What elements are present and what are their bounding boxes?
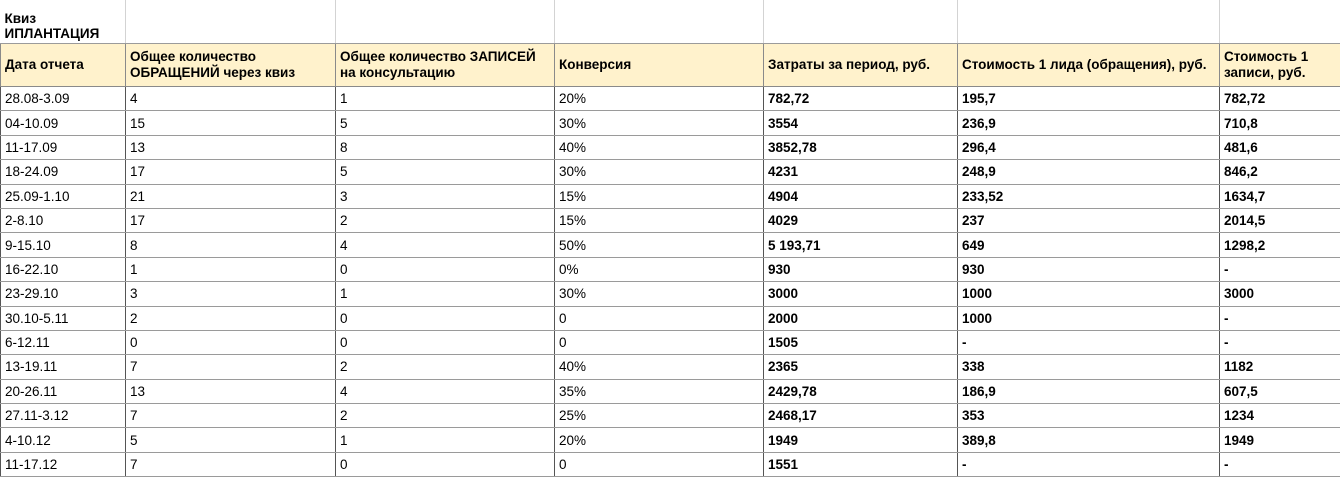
bookings-cell[interactable]: 1 <box>336 87 555 111</box>
bookings-cell[interactable]: 4 <box>336 233 555 257</box>
date-cell[interactable]: 28.08-3.09 <box>1 87 126 111</box>
table-row <box>1 208 1340 232</box>
bookings-cell[interactable]: 1 <box>336 428 555 452</box>
leads-cell[interactable]: 4 <box>126 87 336 111</box>
cost-per-lead-cell[interactable]: 195,7 <box>958 87 1220 111</box>
table-row <box>1 135 1340 159</box>
date-cell[interactable]: 11-17.12 <box>1 452 126 476</box>
cost-per-lead-cell[interactable]: 233,52 <box>958 184 1220 208</box>
table-row <box>1 355 1340 379</box>
title-row <box>1 0 1340 44</box>
cost-per-lead-cell[interactable]: 248,9 <box>958 160 1220 184</box>
conversion-cell[interactable]: 0 <box>555 330 764 354</box>
leads-cell[interactable]: 5 <box>126 428 336 452</box>
date-cell[interactable]: 2-8.10 <box>1 208 126 232</box>
leads-cell[interactable]: 2 <box>126 306 336 330</box>
table-row <box>1 160 1340 184</box>
cost-per-booking-cell[interactable]: 782,72 <box>1220 87 1340 111</box>
bookings-cell[interactable]: 2 <box>336 208 555 232</box>
cost-cell[interactable]: 930 <box>764 257 958 281</box>
date-cell[interactable]: 23-29.10 <box>1 282 126 306</box>
table-row <box>1 184 1340 208</box>
cost-per-lead-cell[interactable]: 236,9 <box>958 111 1220 135</box>
header-cell-cost[interactable]: Затраты за период, руб. <box>764 44 958 87</box>
bookings-cell[interactable]: 0 <box>336 306 555 330</box>
table-row <box>1 233 1340 257</box>
empty-cell[interactable] <box>126 0 336 44</box>
date-cell[interactable]: 16-22.10 <box>1 257 126 281</box>
header-cell-conversion[interactable]: Конверсия <box>555 44 764 87</box>
cost-per-lead-cell[interactable]: 1000 <box>958 306 1220 330</box>
cost-per-lead-cell[interactable]: 1000 <box>958 282 1220 306</box>
cost-cell[interactable]: 4029 <box>764 208 958 232</box>
leads-cell[interactable]: 7 <box>126 404 336 428</box>
cost-per-lead-cell[interactable]: - <box>958 330 1220 354</box>
empty-cell[interactable] <box>336 0 555 44</box>
table-row <box>1 428 1340 452</box>
table-row <box>1 306 1340 330</box>
leads-cell[interactable]: 3 <box>126 282 336 306</box>
date-cell[interactable]: 13-19.11 <box>1 355 126 379</box>
cost-cell[interactable]: 4231 <box>764 160 958 184</box>
date-cell[interactable]: 18-24.09 <box>1 160 126 184</box>
conversion-cell[interactable]: 20% <box>555 87 764 111</box>
date-cell[interactable]: 11-17.09 <box>1 135 126 159</box>
conversion-cell[interactable]: 40% <box>555 135 764 159</box>
leads-cell[interactable]: 13 <box>126 379 336 403</box>
table-row <box>1 257 1340 281</box>
cost-per-booking-cell[interactable]: 1949 <box>1220 428 1340 452</box>
conversion-cell[interactable]: 15% <box>555 184 764 208</box>
leads-cell[interactable]: 0 <box>126 330 336 354</box>
cost-per-booking-cell[interactable]: 1634,7 <box>1220 184 1340 208</box>
cost-cell[interactable]: 2000 <box>764 306 958 330</box>
bookings-cell[interactable]: 0 <box>336 452 555 476</box>
cost-per-booking-cell[interactable]: 710,8 <box>1220 111 1340 135</box>
cost-cell[interactable]: 4904 <box>764 184 958 208</box>
conversion-cell[interactable]: 40% <box>555 355 764 379</box>
leads-cell[interactable]: 7 <box>126 452 336 476</box>
leads-cell[interactable]: 17 <box>126 208 336 232</box>
cost-per-lead-cell[interactable]: 353 <box>958 404 1220 428</box>
date-cell[interactable]: 6-12.11 <box>1 330 126 354</box>
cost-per-booking-cell[interactable]: - <box>1220 257 1340 281</box>
empty-cell[interactable] <box>764 0 958 44</box>
cost-per-lead-cell[interactable]: 186,9 <box>958 379 1220 403</box>
conversion-cell[interactable]: 30% <box>555 160 764 184</box>
table-row <box>1 452 1340 476</box>
date-cell[interactable]: 27.11-3.12 <box>1 404 126 428</box>
cost-per-booking-cell[interactable]: 2014,5 <box>1220 208 1340 232</box>
empty-cell[interactable] <box>958 0 1220 44</box>
cost-cell[interactable]: 5 193,71 <box>764 233 958 257</box>
bookings-cell[interactable]: 2 <box>336 355 555 379</box>
header-cell-date[interactable]: Дата отчета <box>1 44 126 87</box>
conversion-cell[interactable]: 0 <box>555 306 764 330</box>
sheet-title-cell[interactable] <box>1 0 126 44</box>
cost-cell[interactable]: 2365 <box>764 355 958 379</box>
cost-per-booking-cell[interactable]: 481,6 <box>1220 135 1340 159</box>
date-cell[interactable]: 4-10.12 <box>1 428 126 452</box>
date-cell[interactable]: 30.10-5.11 <box>1 306 126 330</box>
sheet-title-line1: Квиз <box>4 11 37 26</box>
table-row <box>1 87 1340 111</box>
table-row <box>1 282 1340 306</box>
table-row <box>1 379 1340 403</box>
cost-per-lead-cell[interactable]: 296,4 <box>958 135 1220 159</box>
table-row <box>1 330 1340 354</box>
cost-per-lead-cell[interactable]: 389,8 <box>958 428 1220 452</box>
cost-cell[interactable]: 3554 <box>764 111 958 135</box>
header-cell-cost-per-booking[interactable]: Стоимость 1 записи, руб. <box>1220 44 1340 87</box>
header-cell-bookings[interactable]: Общее количество ЗАПИСЕЙ на консультацию <box>336 44 555 87</box>
cost-cell[interactable]: 3000 <box>764 282 958 306</box>
header-cell-cost-per-lead[interactable]: Стоимость 1 лида (обращения), руб. <box>958 44 1220 87</box>
conversion-cell[interactable]: 30% <box>555 282 764 306</box>
cost-cell[interactable]: 1551 <box>764 452 958 476</box>
sheet-title-line2: ИПЛАНТАЦИЯ <box>4 26 100 41</box>
cost-per-booking-cell[interactable]: 607,5 <box>1220 379 1340 403</box>
empty-cell[interactable] <box>1220 0 1340 44</box>
cost-cell[interactable]: 3852,78 <box>764 135 958 159</box>
cost-per-lead-cell[interactable]: 930 <box>958 257 1220 281</box>
conversion-cell[interactable]: 0% <box>555 257 764 281</box>
bookings-cell[interactable]: 8 <box>336 135 555 159</box>
cost-cell[interactable]: 782,72 <box>764 87 958 111</box>
cost-per-booking-cell[interactable]: - <box>1220 306 1340 330</box>
leads-cell[interactable]: 21 <box>126 184 336 208</box>
leads-cell[interactable]: 8 <box>126 233 336 257</box>
bookings-cell[interactable]: 3 <box>336 184 555 208</box>
conversion-cell[interactable]: 35% <box>555 379 764 403</box>
cost-per-lead-cell[interactable]: 237 <box>958 208 1220 232</box>
header-row <box>1 44 1340 87</box>
cost-per-lead-cell[interactable]: 649 <box>958 233 1220 257</box>
cost-per-lead-cell[interactable]: - <box>958 452 1220 476</box>
table-row <box>1 404 1340 428</box>
cost-cell[interactable]: 1949 <box>764 428 958 452</box>
cost-per-booking-cell[interactable]: 3000 <box>1220 282 1340 306</box>
leads-cell[interactable]: 13 <box>126 135 336 159</box>
conversion-cell[interactable]: 25% <box>555 404 764 428</box>
date-cell[interactable]: 25.09-1.10 <box>1 184 126 208</box>
cost-per-booking-cell[interactable]: - <box>1220 452 1340 476</box>
leads-cell[interactable]: 7 <box>126 355 336 379</box>
empty-cell[interactable] <box>555 0 764 44</box>
bookings-cell[interactable]: 4 <box>336 379 555 403</box>
cost-per-booking-cell[interactable]: - <box>1220 330 1340 354</box>
header-cell-leads[interactable]: Общее количество ОБРАЩЕНИЙ через квиз <box>126 44 336 87</box>
conversion-cell[interactable]: 0 <box>555 452 764 476</box>
cost-cell[interactable]: 1505 <box>764 330 958 354</box>
cost-cell[interactable]: 2468,17 <box>764 404 958 428</box>
bookings-cell[interactable]: 0 <box>336 257 555 281</box>
conversion-cell[interactable]: 50% <box>555 233 764 257</box>
leads-cell[interactable]: 1 <box>126 257 336 281</box>
table-row <box>1 111 1340 135</box>
date-cell[interactable]: 20-26.11 <box>1 379 126 403</box>
cost-per-lead-cell[interactable]: 338 <box>958 355 1220 379</box>
leads-cell[interactable]: 15 <box>126 111 336 135</box>
leads-cell[interactable]: 17 <box>126 160 336 184</box>
bookings-cell[interactable]: 1 <box>336 282 555 306</box>
bookings-cell[interactable]: 5 <box>336 111 555 135</box>
cost-per-booking-cell[interactable]: 1182 <box>1220 355 1340 379</box>
date-cell[interactable]: 04-10.09 <box>1 111 126 135</box>
cost-per-booking-cell[interactable]: 1298,2 <box>1220 233 1340 257</box>
date-cell[interactable]: 9-15.10 <box>1 233 126 257</box>
conversion-cell[interactable]: 30% <box>555 111 764 135</box>
bookings-cell[interactable]: 2 <box>336 404 555 428</box>
conversion-cell[interactable]: 15% <box>555 208 764 232</box>
cost-per-booking-cell[interactable]: 1234 <box>1220 404 1340 428</box>
cost-per-booking-cell[interactable]: 846,2 <box>1220 160 1340 184</box>
conversion-cell[interactable]: 20% <box>555 428 764 452</box>
bookings-cell[interactable]: 5 <box>336 160 555 184</box>
bookings-cell[interactable]: 0 <box>336 330 555 354</box>
cost-cell[interactable]: 2429,78 <box>764 379 958 403</box>
